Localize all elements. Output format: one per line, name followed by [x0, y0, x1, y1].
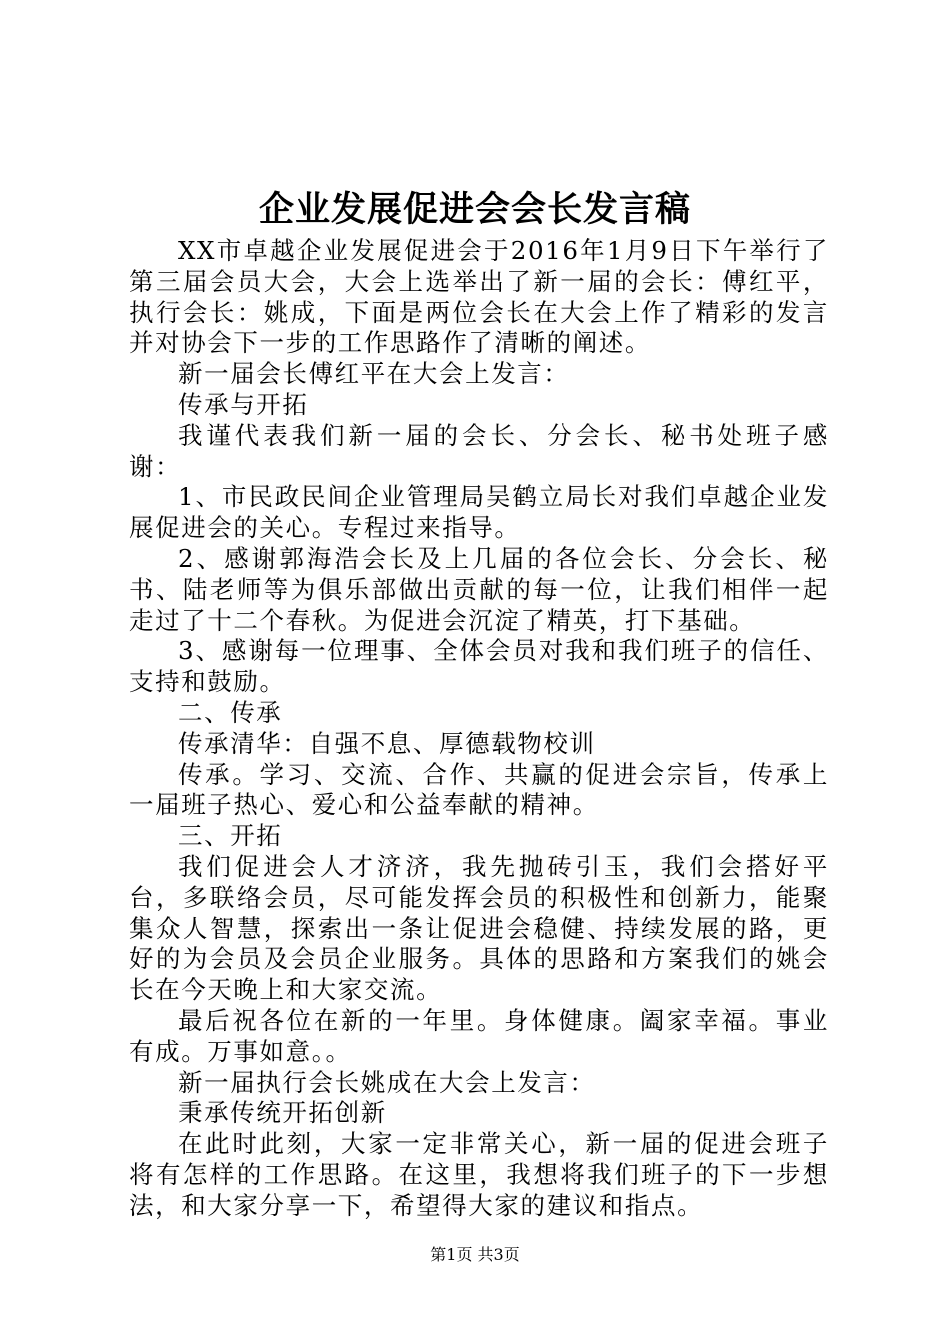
paragraph-thanks-2: 2、感谢郭海浩会长及上几届的各位会长、分会长、秘书、陆老师等为俱乐部做出贡献的每一位，让我们相伴一起走过了十二个春秋。为促进会沉淀了精英，打下基础。: [129, 543, 829, 635]
paragraph-thanks-3: 3、感谢每一位理事、全体会员对我和我们班子的信任、支持和鼓励。: [129, 636, 829, 697]
paragraph-thanks-1: 1、市民政民间企业管理局吴鹤立局长对我们卓越企业发展促进会的关心。专程过来指导。: [129, 482, 829, 543]
paragraph-pioneering: 我们促进会人才济济，我先抛砖引玉，我们会搭好平台，多联络会员，尽可能发挥会员的积极性和创新力，能聚集众人智慧，探索出一条让促进会稳健、持续发展的路，更好的为会员及会员企业服务。具体的思路和方案我们的姚会长在今天晚上和大家交流。: [129, 851, 829, 1005]
paragraph-speech-2-title: 秉承传统开拓创新: [178, 1098, 387, 1128]
paragraph-thanks-intro: 我谨代表我们新一届的会长、分会长、秘书处班子感谢：: [129, 420, 829, 481]
paragraph-wishes: 最后祝各位在新的一年里。身体健康。阖家幸福。事业有成。万事如意。。: [129, 1005, 829, 1066]
document-body: [129, 236, 829, 1222]
paragraph-tsinghua-motto: 传承清华：自强不息、厚德载物校训: [178, 728, 596, 758]
document-title: 企业发展促进会会长发言稿: [258, 190, 691, 230]
paragraph-section-3-heading: 三、开拓: [178, 821, 283, 851]
paragraph-speaker-2-heading: 新一届执行会长姚成在大会上发言：: [178, 1067, 596, 1097]
page-footer: 第1页 共3页: [430, 1245, 520, 1264]
paragraph-section-2-heading: 二、传承: [178, 697, 283, 727]
paragraph-speech-1-title: 传承与开拓: [178, 389, 309, 419]
paragraph-intro: XX市卓越企业发展促进会于2016年1月9日下午举行了第三届会员大会，大会上选举出了新一届的会长：傅红平，执行会长：姚成，下面是两位会长在大会上作了精彩的发言并对协会下一步的工作思路作了清晰的阐述。: [129, 236, 829, 358]
paragraph-inheritance: 传承。学习、交流、合作、共赢的促进会宗旨，传承上一届班子热心、爱心和公益奉献的精神。: [129, 759, 829, 820]
paragraph-speech-2-opening: 在此时此刻，大家一定非常关心，新一届的促进会班子将有怎样的工作思路。在这里，我想将我们班子的下一步想法，和大家分享一下，希望得大家的建议和指点。: [129, 1129, 829, 1220]
paragraph-speaker-1-heading: 新一届会长傅红平在大会上发言：: [178, 359, 570, 389]
